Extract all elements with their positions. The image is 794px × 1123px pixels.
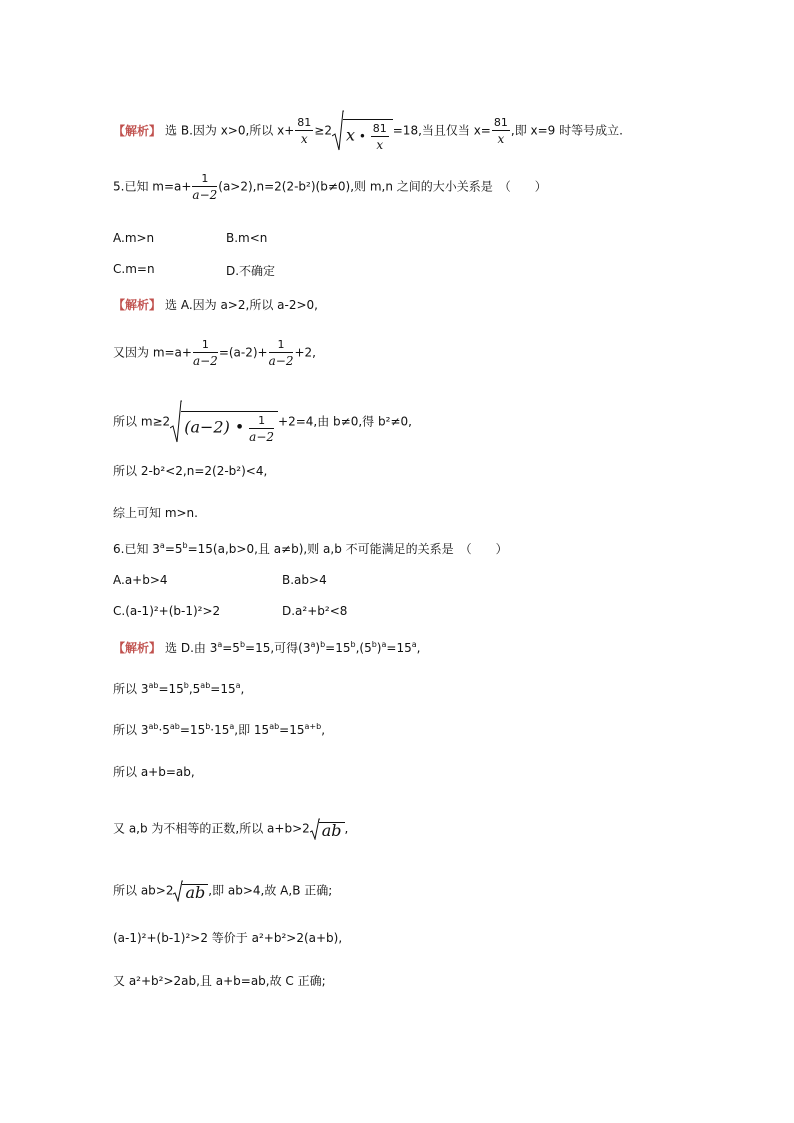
q4-end: ,即 x=9 时等号成立. [510,123,623,138]
q5-stem: 5.已知 m=a+ $\frac{1}{a-2}$ (a>2),n=2(2-b²)(b≠0),则 m,n 之间的大小关系是 （ ） [113,172,547,202]
sqrt-ab-2: ab [173,880,208,902]
q6-analysis-4: 所以 a+b=ab, [113,765,195,779]
sqrt-ab: ab [310,818,345,840]
fraction-81-over-x: $\frac{81}{x}$ [297,116,312,146]
q5-option-a: A.m>n [113,231,155,245]
analysis-tag: 【解析】 [113,123,162,138]
q6-analysis-8: 又 a²+b²>2ab,且 a+b=ab,故 C 正确; [113,974,326,988]
q6-analysis-7: (a-1)²+(b-1)²>2 等价于 a²+b²>2(a+b), [113,931,343,945]
q6-option-c: C.(a-1)²+(b-1)²>2 [113,604,221,618]
q6-analysis-2: 所以 $3^{ab}=15^b,5^{ab}=15^a$, [113,681,245,696]
analysis-tag: 【解析】 [113,641,162,655]
q6-stem: 6.已知 $3^a=5^b=15(a,b>0$,且 a≠b),则 a,b 不可能满足的关系是 （ ） [113,541,508,556]
q4-ge2: ≥2 [314,123,332,138]
q6-option-b: B.ab>4 [282,573,327,587]
q5-analysis-5: 综上可知 m>n. [113,506,198,520]
q4-text-a: 选 B.因为 x>0,所以 x+ [165,123,295,138]
q6-analysis-1: 【解析】 选 D.由 $3^a=5^b=15$,可得$(3^a)^b=15^b,(5^b)^a=15^a$, [113,640,421,655]
sqrt-amin2-times-frac: (a−2) • $\frac{1}{a-2}$ [170,400,278,444]
q6-option-a: A.a+b>4 [113,573,168,587]
q6-analysis-5: 又 a,b 为不相等的正数,所以 a+b>2 ab , [113,818,348,840]
q5-option-d: D.不确定 [226,264,276,278]
q5-analysis-4: 所以 2-b²<2,n=2(2-b²)<4, [113,464,268,478]
fraction-1-over-a-minus-2: $\frac{1}{a-2}$ [192,172,218,202]
q6-option-d: D.a²+b²<8 [282,604,348,618]
q5-analysis-1: 【解析】 选 A.因为 a>2,所以 a-2>0, [113,298,318,312]
q5-option-c: C.m=n [113,262,155,276]
sqrt-x-times-81-over-x: x • $\frac{81}{x}$ [332,110,393,152]
q5-option-b: B.m<n [226,231,268,245]
q4-tail: =18,当且仅当 x= [392,123,491,138]
q5-analysis-2: 又因为 m=a+ $\frac{1}{a-2}$ =(a-2)+ $\frac{1}{a-2}$ +2, [113,338,316,368]
q6-analysis-6: 所以 ab>2 ab ,即 ab>4,故 A,B 正确; [113,880,332,902]
q6-analysis-3: 所以 $3^{ab}\cdot 5^{ab}=15^b\cdot 15^a$,即 $15^{ab}=15^{a+b}$, [113,722,326,737]
fraction-81-over-x-2: $\frac{81}{x}$ [493,116,508,146]
analysis-tag: 【解析】 [113,298,162,312]
q4-analysis-line [113,110,623,152]
q5-analysis-3: 所以 m≥2 (a−2) • $\frac{1}{a-2}$ +2=4,由 b≠0,得 b²≠0, [113,400,412,444]
